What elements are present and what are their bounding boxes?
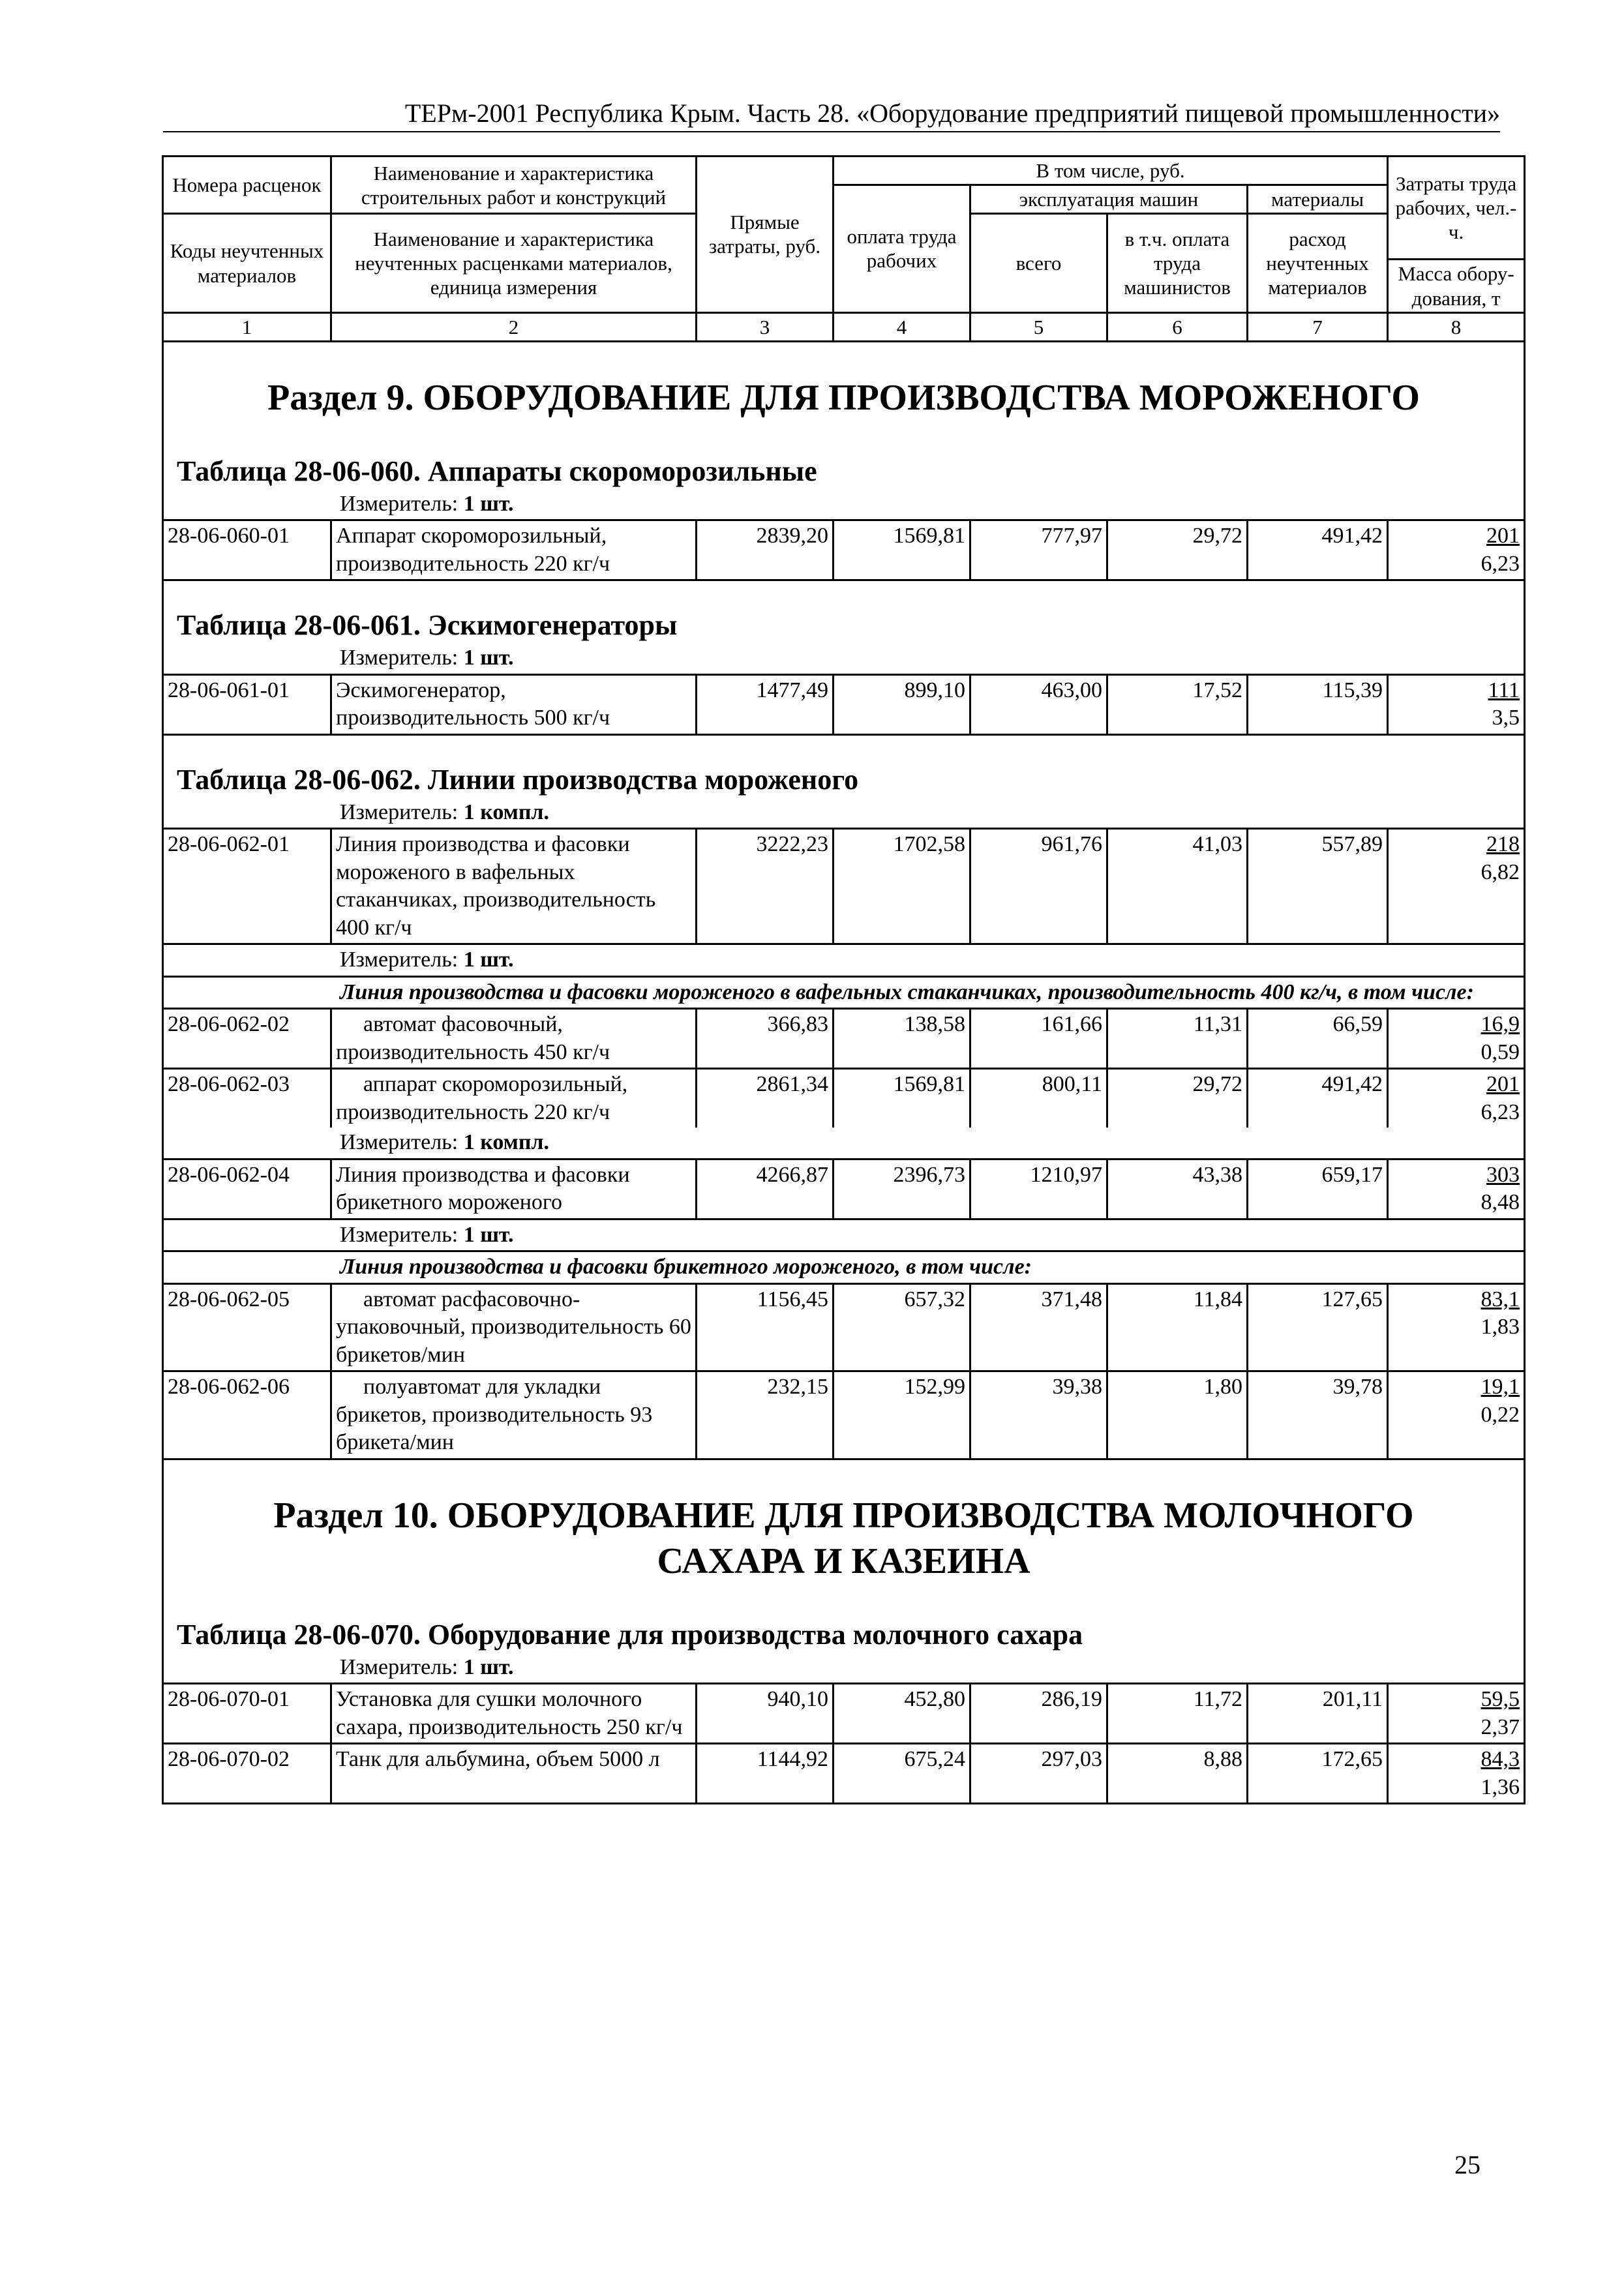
materials-cost: 201,11 xyxy=(1248,1684,1388,1744)
meter-line xyxy=(163,643,1525,674)
work-name: Установка для сушки молочного сахара, производительность 250 кг/ч xyxy=(331,1684,697,1744)
direct-cost: 1156,45 xyxy=(697,1283,834,1371)
equipment-mass: 1,36 xyxy=(1481,1774,1520,1799)
table-row xyxy=(163,1744,1525,1804)
machines-cost: 297,03 xyxy=(970,1744,1107,1804)
labor-cost: 1569,81 xyxy=(834,1069,970,1128)
table-061-title: Таблица 28-06-061. Эскимогенераторы xyxy=(163,580,1525,644)
table-row xyxy=(163,674,1525,734)
meter-label: Измеритель: xyxy=(340,1654,459,1679)
machines-cost: 161,66 xyxy=(970,1009,1107,1069)
machines-cost: 463,00 xyxy=(970,674,1107,734)
col-number: 3 xyxy=(697,312,834,341)
labor-hours-mass xyxy=(1388,1069,1525,1128)
labor-cost: 138,58 xyxy=(834,1009,970,1069)
machines-cost: 1210,97 xyxy=(970,1159,1107,1219)
col8-top-header: Затраты труда рабочих, чел.-ч. xyxy=(1388,157,1525,260)
meter-label: Измеритель: xyxy=(340,646,459,670)
meter-line xyxy=(163,1653,1525,1684)
meter-unit: 1 шт. xyxy=(463,1222,514,1247)
machinists-cost: 11,72 xyxy=(1107,1684,1248,1744)
section-10-title xyxy=(163,1459,1525,1591)
work-name: Линия производства и фасовки брикетного мороженого xyxy=(331,1159,697,1219)
meter-label: Измеритель: xyxy=(340,1130,459,1155)
work-name: Линия производства и фасовки мороженого в вафельных стаканчиках, производительность 400 кг/ч xyxy=(331,829,697,944)
included-header: В том числе, руб. xyxy=(834,157,1388,185)
table-062-title: Таблица 28-06-062. Линии производства мороженого xyxy=(163,734,1525,798)
equipment-mass: 6,23 xyxy=(1481,551,1520,576)
rate-code: 28-06-062-05 xyxy=(163,1283,331,1371)
col3-header: Прямые затраты, руб. xyxy=(697,157,834,313)
labor-hours-mass xyxy=(1388,829,1525,944)
equipment-mass: 8,48 xyxy=(1481,1190,1520,1215)
machinists-cost: 29,72 xyxy=(1107,520,1248,580)
equipment-mass: 6,23 xyxy=(1481,1100,1520,1124)
labor-hours: 59,5 xyxy=(1481,1687,1520,1712)
materials-cost: 172,65 xyxy=(1248,1744,1388,1804)
meter-line xyxy=(163,944,1525,977)
col4-header: оплата труда рабочих xyxy=(834,185,970,313)
equipment-mass: 1,83 xyxy=(1481,1315,1520,1339)
materials-cost: 491,42 xyxy=(1248,520,1388,580)
machinists-cost: 11,31 xyxy=(1107,1009,1248,1069)
col1-top-header: Номера расценок xyxy=(163,157,331,214)
labor-cost: 152,99 xyxy=(834,1371,970,1459)
table-060-title: Таблица 28-06-060. Аппараты скороморозильные xyxy=(163,427,1525,489)
machinists-cost: 1,80 xyxy=(1107,1371,1248,1459)
table-row xyxy=(163,1009,1525,1069)
price-table xyxy=(162,155,1526,1804)
machines-cost: 777,97 xyxy=(970,520,1107,580)
labor-hours: 218 xyxy=(1486,832,1520,857)
labor-hours: 111 xyxy=(1488,678,1520,702)
subheading: Линия производства и фасовки мороженого в вафельных стаканчиках, производительность 400 кг/ч, в том числе: xyxy=(163,976,1525,1009)
machinists-cost: 43,38 xyxy=(1107,1159,1248,1219)
work-name: Аппарат скороморозильный, производительность 220 кг/ч xyxy=(331,520,697,580)
labor-hours: 303 xyxy=(1486,1162,1520,1187)
work-name: автомат фасовочный, производительность 450 кг/ч xyxy=(331,1009,697,1069)
col-number: 2 xyxy=(331,312,697,341)
table-row xyxy=(163,1283,1525,1371)
materials-cost: 39,78 xyxy=(1248,1371,1388,1459)
table-row xyxy=(163,520,1525,580)
column-numbers-row xyxy=(163,312,1525,341)
col-number: 4 xyxy=(834,312,970,341)
labor-hours: 16,9 xyxy=(1481,1012,1520,1037)
labor-hours-mass xyxy=(1388,1371,1525,1459)
rate-code: 28-06-062-03 xyxy=(163,1069,331,1128)
work-name: Эскимогенератор, производительность 500 кг/ч xyxy=(331,674,697,734)
labor-hours-mass xyxy=(1388,1744,1525,1804)
meter-line xyxy=(163,798,1525,829)
labor-cost: 1569,81 xyxy=(834,520,970,580)
work-name: автомат расфасовочно-упаковочный, производительность 60 брикетов/мин xyxy=(331,1283,697,1371)
labor-hours-mass xyxy=(1388,1283,1525,1371)
machines-cost: 800,11 xyxy=(970,1069,1107,1128)
table-row xyxy=(163,1371,1525,1459)
col2-bottom-header: Наименование и характеристика неучтенных расценками материалов, единица измерения xyxy=(331,214,697,312)
col5-header: всего xyxy=(970,214,1107,312)
meter-unit: 1 компл. xyxy=(463,1130,550,1155)
materials-cost: 557,89 xyxy=(1248,829,1388,944)
page-header: ТЕРм-2001 Республика Крым. Часть 28. «Оборудование предприятий пищевой промышленности» xyxy=(163,98,1500,132)
materials-header: материалы xyxy=(1248,185,1388,214)
table-row xyxy=(163,1159,1525,1219)
col-number: 1 xyxy=(163,312,331,341)
col-number: 5 xyxy=(970,312,1107,341)
machines-header: эксплуатация машин xyxy=(970,185,1248,214)
labor-hours-mass xyxy=(1388,1159,1525,1219)
materials-cost: 127,65 xyxy=(1248,1283,1388,1371)
labor-cost: 657,32 xyxy=(834,1283,970,1371)
col6-header: в т.ч. оплата труда машинистов xyxy=(1107,214,1248,312)
machinists-cost: 41,03 xyxy=(1107,829,1248,944)
equipment-mass: 0,59 xyxy=(1481,1040,1520,1064)
materials-cost: 66,59 xyxy=(1248,1009,1388,1069)
direct-cost: 1144,92 xyxy=(697,1744,834,1804)
labor-cost: 675,24 xyxy=(834,1744,970,1804)
direct-cost: 2861,34 xyxy=(697,1069,834,1128)
machines-cost: 371,48 xyxy=(970,1283,1107,1371)
meter-label: Измеритель: xyxy=(340,800,459,824)
work-name: аппарат скороморозильный, производительность 220 кг/ч xyxy=(331,1069,697,1128)
meter-unit: 1 шт. xyxy=(463,948,514,972)
rate-code: 28-06-070-01 xyxy=(163,1684,331,1744)
meter-unit: 1 шт. xyxy=(463,491,514,516)
rate-code: 28-06-070-02 xyxy=(163,1744,331,1804)
subheading: Линия производства и фасовки брикетного мороженого, в том числе: xyxy=(163,1251,1525,1284)
labor-hours-mass xyxy=(1388,674,1525,734)
machinists-cost: 29,72 xyxy=(1107,1069,1248,1128)
meter-line xyxy=(163,489,1525,520)
table-row xyxy=(163,1069,1525,1128)
meter-label: Измеритель: xyxy=(340,491,459,516)
table-row xyxy=(163,1684,1525,1744)
labor-hours: 84,3 xyxy=(1481,1747,1520,1772)
direct-cost: 2839,20 xyxy=(697,520,834,580)
section-10-title-line2: САХАРА И КАЗЕИНА xyxy=(657,1540,1030,1581)
equipment-mass: 6,82 xyxy=(1481,860,1520,884)
machines-cost: 286,19 xyxy=(970,1684,1107,1744)
meter-unit: 1 шт. xyxy=(463,1654,514,1679)
rate-code: 28-06-060-01 xyxy=(163,520,331,580)
meter-label: Измеритель: xyxy=(340,1222,459,1247)
direct-cost: 4266,87 xyxy=(697,1159,834,1219)
meter-label: Измеритель: xyxy=(340,948,459,972)
labor-hours: 83,1 xyxy=(1481,1287,1520,1311)
section-9-title: Раздел 9. ОБОРУДОВАНИЕ ДЛЯ ПРОИЗВОДСТВА МОРОЖЕНОГО xyxy=(163,341,1525,427)
labor-hours-mass xyxy=(1388,1684,1525,1744)
direct-cost: 366,83 xyxy=(697,1009,834,1069)
direct-cost: 1477,49 xyxy=(697,674,834,734)
labor-hours: 201 xyxy=(1486,524,1520,548)
rate-code: 28-06-062-02 xyxy=(163,1009,331,1069)
rate-code: 28-06-061-01 xyxy=(163,674,331,734)
direct-cost: 940,10 xyxy=(697,1684,834,1744)
materials-cost: 659,17 xyxy=(1248,1159,1388,1219)
col-number: 6 xyxy=(1107,312,1248,341)
section-10-title-line1: Раздел 10. ОБОРУДОВАНИЕ ДЛЯ ПРОИЗВОДСТВА МОЛОЧНОГО xyxy=(273,1495,1414,1536)
equipment-mass: 3,5 xyxy=(1492,706,1520,730)
rate-code: 28-06-062-04 xyxy=(163,1159,331,1219)
labor-hours-mass xyxy=(1388,520,1525,580)
direct-cost: 3222,23 xyxy=(697,829,834,944)
col8-bottom-header: Масса обору-дования, т xyxy=(1388,260,1525,312)
meter-line xyxy=(163,1219,1525,1251)
rate-code: 28-06-062-01 xyxy=(163,829,331,944)
col1-bottom-header: Коды неучтенных материалов xyxy=(163,214,331,312)
labor-cost: 899,10 xyxy=(834,674,970,734)
meter-line xyxy=(163,1128,1525,1159)
col2-top-header: Наименование и характеристика строительных работ и конструкций xyxy=(331,157,697,214)
work-name: Танк для альбумина, объем 5000 л xyxy=(331,1744,697,1804)
labor-cost: 2396,73 xyxy=(834,1159,970,1219)
labor-hours: 201 xyxy=(1486,1072,1520,1097)
materials-cost: 115,39 xyxy=(1248,674,1388,734)
col7-header: расход неучтенных материалов xyxy=(1248,214,1388,312)
labor-cost: 452,80 xyxy=(834,1684,970,1744)
table-row xyxy=(163,829,1525,944)
machinists-cost: 17,52 xyxy=(1107,674,1248,734)
materials-cost: 491,42 xyxy=(1248,1069,1388,1128)
labor-hours-mass xyxy=(1388,1009,1525,1069)
labor-hours: 19,1 xyxy=(1481,1375,1520,1399)
machinists-cost: 11,84 xyxy=(1107,1283,1248,1371)
table-070-title: Таблица 28-06-070. Оборудование для производства молочного сахара xyxy=(163,1591,1525,1653)
equipment-mass: 2,37 xyxy=(1481,1714,1520,1739)
rate-code: 28-06-062-06 xyxy=(163,1371,331,1459)
meter-unit: 1 шт. xyxy=(463,646,514,670)
meter-unit: 1 компл. xyxy=(463,800,550,824)
col-number: 8 xyxy=(1388,312,1525,341)
machines-cost: 961,76 xyxy=(970,829,1107,944)
table-header xyxy=(163,157,1525,342)
page-number: 25 xyxy=(1454,2150,1481,2179)
labor-cost: 1702,58 xyxy=(834,829,970,944)
equipment-mass: 0,22 xyxy=(1481,1402,1520,1427)
machines-cost: 39,38 xyxy=(970,1371,1107,1459)
machinists-cost: 8,88 xyxy=(1107,1744,1248,1804)
work-name: полуавтомат для укладки брикетов, производительность 93 брикета/мин xyxy=(331,1371,697,1459)
col-number: 7 xyxy=(1248,312,1388,341)
direct-cost: 232,15 xyxy=(697,1371,834,1459)
